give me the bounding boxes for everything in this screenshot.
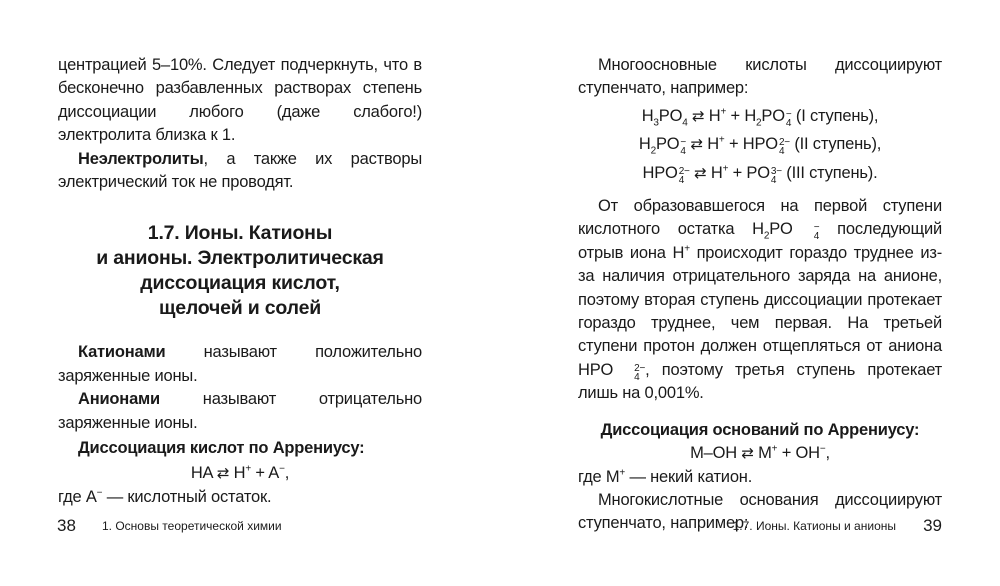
running-footer-left: 1. Основы теоретической химии	[102, 519, 282, 533]
equation-stage-2: $H_2PO$ − 4 ⇄ H+ + HPO 2− 4 (II ступень),	[638, 134, 882, 158]
paragraph-polybasic: Многоосновные кислоты диссоциируют ступенчато, например:	[578, 56, 942, 98]
bases-title: Диссоциация оснований по Аррениусу:	[600, 420, 920, 439]
acid-equation: HA ⇄ H+ + A−,	[190, 463, 290, 483]
equation-stage-1: $H_3PO_4$ ⇄ $H^+ + H_2PO$ − 4 (I ступень),	[641, 106, 879, 129]
paragraph-dilution: центрацией 5–10%. Следует подчеркнуть, что в бесконечно разбавленных растворах степень диссоциации любого (даже слабого!) электролита близка к 1.	[58, 56, 422, 145]
definition-anions: Анионами называют отрицательно заряженные ионы.	[58, 390, 422, 432]
definition-cations: Катионами называют положительно заряженные ионы.	[58, 343, 422, 385]
left-text-column	[58, 54, 422, 509]
equation-stage-3: HPO 2− 4 ⇄ H+ + PO 3− 4 (III ступень).	[642, 163, 878, 186]
acids-title: Диссоциация кислот по Аррениусу:	[78, 439, 365, 458]
page-number-right: 39	[923, 516, 942, 535]
right-page	[500, 0, 1000, 586]
paragraph-polyacid-bases: Многокислотные основания диссоциируют ступенчато, например:	[578, 490, 942, 533]
cation-note: где M+ — некий катион.	[578, 467, 753, 486]
right-text-column	[578, 54, 942, 536]
base-equation: M–OH ⇄ M+ + OH−,	[690, 443, 830, 463]
section-heading: 1.7. Ионы. Катионы и анионы. Электролитическая диссоциация кислот, щелочей и солей	[96, 222, 384, 320]
paragraph-nonelectrolytes: Неэлектролиты, а также их растворы электрический ток не проводят.	[58, 149, 422, 192]
running-footer-right: 1.7. Ионы. Катионы и анионы	[732, 519, 896, 533]
page-number-left: 38	[57, 516, 76, 535]
acid-residue-note: где A− — кислотный остаток.	[58, 487, 272, 506]
paragraph-stepwise-dissociation: От образовавшегося на первой ступени кислотного остатка $H_2PO$ − 4 последующий отрыв иона H+ происходит гораздо труднее из-за наличия отрицательного заряда на анионе, поэтому вторая ступень диссоциации протекает гораздо труднее, чем первая. На третьей ступени протон должен отщепляться от аниона HPO 2− 4 , поэтому третья ступень протекает лишь на 0,001%.	[578, 197, 943, 403]
term-nonelectrolytes: Неэлектролиты	[78, 149, 204, 168]
